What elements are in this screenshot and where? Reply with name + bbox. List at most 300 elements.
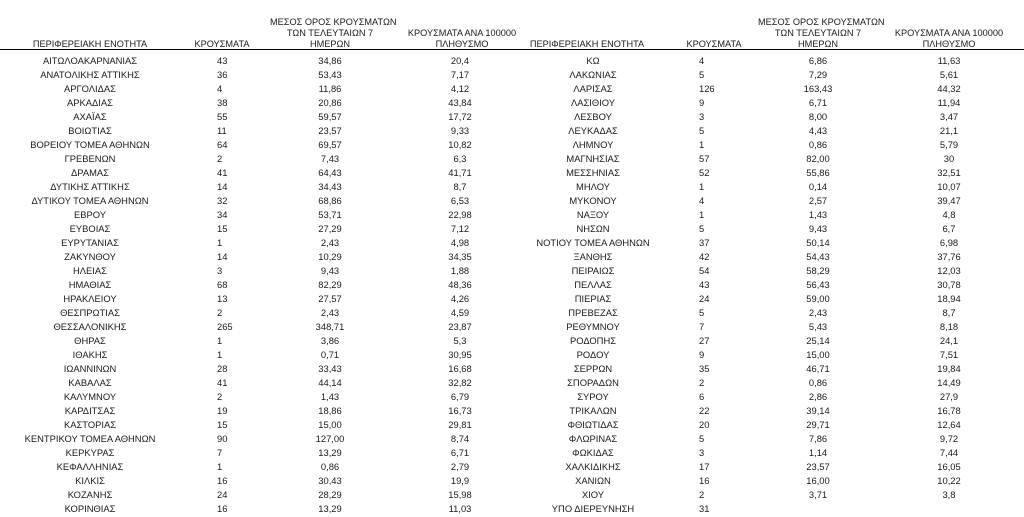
region-cell: ΚΕΝΤΡΙΚΟΥ ΤΟΜΕΑ ΑΘΗΝΩΝ xyxy=(24,433,156,444)
region-cell: ΚΟΡΙΝΘΙΑΣ xyxy=(64,503,116,514)
cases-cell: 90 xyxy=(217,433,228,444)
cases-cell: 37 xyxy=(699,237,710,248)
per100k-cell: 43,84 xyxy=(448,97,472,108)
avg7-cell: 0,86 xyxy=(808,139,828,150)
cases-cell: 14 xyxy=(217,181,228,192)
table-row xyxy=(512,348,1024,362)
rows-left xyxy=(0,54,512,516)
region-cell: ΛΕΣΒΟΥ xyxy=(574,111,612,122)
region-cell: ΦΛΩΡΙΝΑΣ xyxy=(568,433,618,444)
table-row xyxy=(512,460,1024,474)
per100k-cell: 23,87 xyxy=(448,321,472,332)
per100k-cell: 30 xyxy=(943,153,955,164)
avg7-cell: 34,86 xyxy=(318,55,342,66)
avg7-cell: 0,14 xyxy=(808,181,828,192)
avg7-cell: 7,86 xyxy=(808,433,828,444)
per100k-cell: 19,9 xyxy=(450,475,470,486)
region-cell: ΑΡΚΑΔΙΑΣ xyxy=(67,97,113,108)
avg7-cell: 0,86 xyxy=(808,377,828,388)
region-cell: ΥΠΟ ΔΙΕΡΕΥΝΗΣΗ xyxy=(551,503,635,514)
cases-cell: 2 xyxy=(217,153,223,164)
per100k-cell: 10,07 xyxy=(937,181,961,192)
avg7-cell: 3,86 xyxy=(320,335,340,346)
header-avg7-line3: ΗΜΕΡΩΝ xyxy=(309,39,351,49)
region-cell: ΚΑΛΥΜΝΟΥ xyxy=(63,391,117,402)
per100k-cell: 3,47 xyxy=(939,111,959,122)
per100k-cell: 6,7 xyxy=(942,223,956,234)
region-cell: ΕΥΡΥΤΑΝΙΑΣ xyxy=(61,237,119,248)
table-row xyxy=(0,376,512,390)
per100k-cell: 20,4 xyxy=(450,55,470,66)
avg7-cell: 13,29 xyxy=(318,503,342,514)
avg7-cell: 5,43 xyxy=(808,321,828,332)
avg7-cell: 2,86 xyxy=(808,391,828,402)
table-row xyxy=(512,278,1024,292)
table-row xyxy=(0,474,512,488)
per100k-cell: 7,44 xyxy=(939,447,959,458)
region-cell: ΚΙΛΚΙΣ xyxy=(75,475,105,486)
table-row xyxy=(512,82,1024,96)
avg7-cell: 127,00 xyxy=(315,433,345,444)
region-cell: ΜΕΣΣΗΝΙΑΣ xyxy=(566,167,620,178)
cases-cell: 1 xyxy=(217,349,223,360)
region-cell: ΠΕΙΡΑΙΩΣ xyxy=(571,265,615,276)
table-row xyxy=(512,362,1024,376)
table-row xyxy=(0,502,512,516)
cases-cell: 36 xyxy=(217,69,228,80)
region-cell: ΛΕΥΚΑΔΑΣ xyxy=(568,125,618,136)
per100k-cell: 6,53 xyxy=(450,195,470,206)
avg7-cell: 33,43 xyxy=(318,363,342,374)
avg7-cell: 23,57 xyxy=(318,125,342,136)
table-row xyxy=(0,152,512,166)
cases-cell: 5 xyxy=(699,307,705,318)
header-per100k-line1: ΚΡΟΥΣΜΑΤΑ ΑΝΑ 100000 xyxy=(894,28,1004,38)
cases-cell: 2 xyxy=(217,307,223,318)
region-cell: ΕΥΒΟΙΑΣ xyxy=(69,223,111,234)
avg7-cell: 39,14 xyxy=(806,405,830,416)
table-row xyxy=(0,138,512,152)
avg7-cell: 29,71 xyxy=(806,419,830,430)
cases-cell: 52 xyxy=(699,167,710,178)
avg7-cell: 82,29 xyxy=(318,279,342,290)
header-cases: ΚΡΟΥΣΜΑΤΑ xyxy=(194,39,250,49)
cases-cell: 126 xyxy=(699,83,715,94)
cases-cell: 15 xyxy=(217,419,228,430)
region-cell: ΒΟΙΩΤΙΑΣ xyxy=(68,125,112,136)
table-row xyxy=(0,124,512,138)
cases-cell: 5 xyxy=(699,433,705,444)
per100k-cell: 10,82 xyxy=(448,139,472,150)
per100k-cell: 6,3 xyxy=(453,153,467,164)
per100k-cell: 19,84 xyxy=(937,363,961,374)
cases-cell: 5 xyxy=(699,125,705,136)
table-row xyxy=(512,194,1024,208)
table-row xyxy=(512,404,1024,418)
avg7-cell: 163,43 xyxy=(803,83,833,94)
per100k-cell: 34,35 xyxy=(448,251,472,262)
region-cell: ΗΡΑΚΛΕΙΟΥ xyxy=(63,293,117,304)
per100k-cell: 11,94 xyxy=(937,97,961,108)
cases-cell: 41 xyxy=(217,377,228,388)
per100k-cell: 11,03 xyxy=(448,503,472,514)
table-row xyxy=(0,404,512,418)
region-cell: ΘΕΣΠΡΩΤΙΑΣ xyxy=(60,307,120,318)
table-row xyxy=(0,180,512,194)
avg7-cell: 16,00 xyxy=(806,475,830,486)
region-cell: ΚΟΖΑΝΗΣ xyxy=(67,489,113,500)
avg7-cell: 44,14 xyxy=(318,377,342,388)
per100k-cell: 10,22 xyxy=(937,475,961,486)
table-row xyxy=(0,208,512,222)
cases-cell: 28 xyxy=(217,363,228,374)
table-row xyxy=(512,166,1024,180)
region-cell: ΑΧΑΪΑΣ xyxy=(73,111,107,122)
avg7-cell: 15,00 xyxy=(806,349,830,360)
cases-cell: 9 xyxy=(699,349,705,360)
cases-cell: 1 xyxy=(699,139,705,150)
region-cell: ΔΥΤΙΚΗΣ ΑΤΤΙΚΗΣ xyxy=(50,181,130,192)
cases-cell: 38 xyxy=(217,97,228,108)
table-row xyxy=(512,418,1024,432)
header-avg7-line2: ΤΩΝ ΤΕΛΕΥΤΑΙΩΝ 7 xyxy=(774,28,862,38)
header-underline xyxy=(512,49,1024,50)
cases-cell: 1 xyxy=(699,209,705,220)
per100k-cell: 5,61 xyxy=(939,69,959,80)
table-row xyxy=(0,292,512,306)
table-row xyxy=(0,82,512,96)
table-row xyxy=(512,68,1024,82)
region-cell: ΘΗΡΑΣ xyxy=(74,335,106,346)
per100k-cell: 4,12 xyxy=(450,83,470,94)
cases-cell: 54 xyxy=(699,265,710,276)
per100k-cell: 39,47 xyxy=(937,195,961,206)
header-per100k xyxy=(884,28,1014,50)
region-cell: ΚΩ xyxy=(586,55,600,66)
table-row xyxy=(0,320,512,334)
region-cell: ΞΑΝΘΗΣ xyxy=(573,251,613,262)
table-row xyxy=(512,222,1024,236)
cases-cell: 34 xyxy=(217,209,228,220)
region-cell: ΣΠΟΡΑΔΩΝ xyxy=(567,377,619,388)
cases-cell: 2 xyxy=(217,391,223,402)
region-cell: ΦΩΚΙΔΑΣ xyxy=(572,447,614,458)
table-row xyxy=(512,376,1024,390)
cases-cell: 7 xyxy=(699,321,705,332)
region-cell: ΝΟΤΙΟΥ ΤΟΜΕΑ ΑΘΗΝΩΝ xyxy=(536,237,650,248)
region-cell: ΚΑΣΤΟΡΙΑΣ xyxy=(63,419,117,430)
per100k-cell: 29,81 xyxy=(448,419,472,430)
per100k-cell: 14,49 xyxy=(937,377,961,388)
region-cell: ΚΕΦΑΛΛΗΝΙΑΣ xyxy=(56,461,124,472)
per100k-cell: 6,98 xyxy=(939,237,959,248)
cases-cell: 43 xyxy=(217,55,228,66)
avg7-cell: 50,14 xyxy=(806,237,830,248)
per100k-cell: 27,9 xyxy=(939,391,959,402)
per100k-cell: 12,03 xyxy=(937,265,961,276)
cases-cell: 24 xyxy=(699,293,710,304)
region-cell: ΘΕΣΣΑΛΟΝΙΚΗΣ xyxy=(53,321,127,332)
cases-cell: 55 xyxy=(217,111,228,122)
region-cell: ΦΘΙΩΤΙΔΑΣ xyxy=(567,419,619,430)
header-underline xyxy=(0,49,512,50)
region-cell: ΝΑΞΟΥ xyxy=(576,209,610,220)
cases-cell: 14 xyxy=(217,251,228,262)
cases-cell: 2 xyxy=(699,489,705,500)
header-avg7 xyxy=(270,17,397,50)
region-cell: ΚΕΡΚΥΡΑΣ xyxy=(65,447,115,458)
cases-cell: 6 xyxy=(699,391,705,402)
region-cell: ΣΕΡΡΩΝ xyxy=(573,363,613,374)
table-row xyxy=(512,54,1024,68)
cases-cell: 42 xyxy=(699,251,710,262)
table-row xyxy=(0,236,512,250)
table-row xyxy=(512,236,1024,250)
table-row xyxy=(0,194,512,208)
avg7-cell: 27,29 xyxy=(318,223,342,234)
region-cell: ΚΑΒΑΛΑΣ xyxy=(68,377,112,388)
region-cell: ΗΜΑΘΙΑΣ xyxy=(68,279,112,290)
cases-cell: 20 xyxy=(699,419,710,430)
table-row xyxy=(0,306,512,320)
region-cell: ΕΒΡΟΥ xyxy=(73,209,106,220)
per100k-cell: 48,36 xyxy=(448,279,472,290)
avg7-cell: 69,57 xyxy=(318,139,342,150)
region-cell: ΚΑΡΔΙΤΣΑΣ xyxy=(64,405,116,416)
avg7-cell: 3,71 xyxy=(808,489,828,500)
table-row xyxy=(512,208,1024,222)
table-row xyxy=(512,488,1024,502)
per100k-cell: 3,8 xyxy=(942,489,956,500)
per100k-cell: 17,72 xyxy=(448,111,472,122)
header-avg7-line1: ΜΕΣΟΣ ΟΡΟΣ ΚΡΟΥΣΜΑΤΩΝ xyxy=(758,17,885,27)
per100k-cell: 1,88 xyxy=(450,265,470,276)
avg7-cell: 68,86 xyxy=(318,195,342,206)
per100k-cell: 11,63 xyxy=(937,55,961,66)
per100k-cell: 9,33 xyxy=(450,125,470,136)
table-row xyxy=(512,474,1024,488)
region-cell: ΤΡΙΚΑΛΩΝ xyxy=(569,405,617,416)
cases-cell: 31 xyxy=(699,503,710,514)
per100k-cell: 41,71 xyxy=(448,167,472,178)
per100k-cell: 5,3 xyxy=(453,335,467,346)
table-row xyxy=(512,96,1024,110)
per100k-cell: 7,12 xyxy=(450,223,470,234)
region-cell: ΧΑΝΙΩΝ xyxy=(575,475,611,486)
table-row xyxy=(0,390,512,404)
per100k-cell: 8,7 xyxy=(942,307,956,318)
cases-cell: 19 xyxy=(217,405,228,416)
table-row xyxy=(0,362,512,376)
table-row xyxy=(0,54,512,68)
avg7-cell: 13,29 xyxy=(318,447,342,458)
region-cell: ΜΗΛΟΥ xyxy=(576,181,610,192)
table-row xyxy=(512,390,1024,404)
avg7-cell: 56,43 xyxy=(806,279,830,290)
region-cell: ΓΡΕΒΕΝΩΝ xyxy=(64,153,116,164)
per100k-cell: 22,98 xyxy=(448,209,472,220)
cases-cell: 3 xyxy=(699,447,705,458)
region-cell: ΔΥΤΙΚΟΥ ΤΟΜΕΑ ΑΘΗΝΩΝ xyxy=(31,195,149,206)
cases-cell: 7 xyxy=(217,447,223,458)
avg7-cell: 9,43 xyxy=(808,223,828,234)
region-cell: ΛΑΚΩΝΙΑΣ xyxy=(569,69,617,80)
avg7-cell: 1,43 xyxy=(808,209,828,220)
avg7-cell: 9,43 xyxy=(320,265,340,276)
region-cell: ΠΙΕΡΙΑΣ xyxy=(574,293,612,304)
region-cell: ΑΝΑΤΟΛΙΚΗΣ ΑΤΤΙΚΗΣ xyxy=(40,69,140,80)
region-cell: ΣΥΡΟΥ xyxy=(577,391,609,402)
table-row xyxy=(512,334,1024,348)
header-avg7 xyxy=(758,17,885,50)
table-row xyxy=(0,446,512,460)
per100k-cell: 16,68 xyxy=(448,363,472,374)
table-row xyxy=(512,264,1024,278)
per100k-cell: 32,82 xyxy=(448,377,472,388)
avg7-cell: 348,71 xyxy=(315,321,345,332)
region-cell: ΠΡΕΒΕΖΑΣ xyxy=(568,307,618,318)
table-row xyxy=(512,110,1024,124)
cases-cell: 3 xyxy=(217,265,223,276)
region-cell: ΗΛΕΙΑΣ xyxy=(73,265,107,276)
header-per100k xyxy=(402,28,522,50)
cases-cell: 15 xyxy=(217,223,228,234)
per100k-cell: 8,18 xyxy=(939,321,959,332)
avg7-cell: 82,00 xyxy=(806,153,830,164)
avg7-cell: 1,14 xyxy=(808,447,828,458)
region-cell: ΡΟΔΟΠΗΣ xyxy=(569,335,617,346)
per100k-cell: 30,78 xyxy=(937,279,961,290)
cases-cell: 64 xyxy=(217,139,228,150)
table-row xyxy=(512,124,1024,138)
avg7-cell: 6,71 xyxy=(808,97,828,108)
avg7-cell: 2,43 xyxy=(320,237,340,248)
cases-table-left xyxy=(0,6,517,516)
table-row xyxy=(512,320,1024,334)
table-row xyxy=(0,250,512,264)
per100k-cell: 44,32 xyxy=(937,83,961,94)
avg7-cell: 28,29 xyxy=(318,489,342,500)
per100k-cell: 16,05 xyxy=(937,461,961,472)
per100k-cell: 8,74 xyxy=(450,433,470,444)
avg7-cell: 11,86 xyxy=(318,83,342,94)
region-cell: ΛΑΡΙΣΑΣ xyxy=(573,83,613,94)
region-cell: ΙΩΑΝΝΙΝΩΝ xyxy=(63,363,117,374)
avg7-cell: 1,43 xyxy=(320,391,340,402)
table-row xyxy=(0,432,512,446)
table-row xyxy=(512,306,1024,320)
cases-cell: 1 xyxy=(217,335,223,346)
per100k-cell: 24,1 xyxy=(939,335,959,346)
cases-cell: 4 xyxy=(699,195,705,206)
table-row xyxy=(512,180,1024,194)
cases-cell: 9 xyxy=(699,97,705,108)
header-per100k-line2: ΠΛΗΘΥΣΜΟ xyxy=(435,39,489,49)
cases-cell: 1 xyxy=(217,461,223,472)
cases-cell: 2 xyxy=(699,377,705,388)
avg7-cell: 46,71 xyxy=(806,363,830,374)
rows-right xyxy=(512,54,1024,516)
per100k-cell: 4,98 xyxy=(450,237,470,248)
cases-cell: 22 xyxy=(699,405,710,416)
table-row xyxy=(0,488,512,502)
per100k-cell: 2,79 xyxy=(450,461,470,472)
cases-cell: 16 xyxy=(699,475,710,486)
cases-cell: 5 xyxy=(699,69,705,80)
avg7-cell: 53,43 xyxy=(318,69,342,80)
avg7-cell: 8,00 xyxy=(808,111,828,122)
header-per100k-line2: ΠΛΗΘΥΣΜΟ xyxy=(922,39,976,49)
region-cell: ΡΟΔΟΥ xyxy=(576,349,610,360)
table-row xyxy=(512,138,1024,152)
table-row xyxy=(0,348,512,362)
cases-cell: 16 xyxy=(217,475,228,486)
cases-cell: 16 xyxy=(217,503,228,514)
avg7-cell: 4,43 xyxy=(808,125,828,136)
avg7-cell: 2,43 xyxy=(808,307,828,318)
per100k-cell: 30,95 xyxy=(448,349,472,360)
avg7-cell: 7,29 xyxy=(808,69,828,80)
avg7-cell: 54,43 xyxy=(806,251,830,262)
avg7-cell: 6,86 xyxy=(808,55,828,66)
avg7-cell: 2,57 xyxy=(808,195,828,206)
cases-cell: 4 xyxy=(699,55,705,66)
cases-cell: 41 xyxy=(217,167,228,178)
cases-cell: 24 xyxy=(217,489,228,500)
table-row xyxy=(0,418,512,432)
cases-cell: 13 xyxy=(217,293,228,304)
avg7-cell: 10,29 xyxy=(318,251,342,262)
table-row xyxy=(0,110,512,124)
region-cell: ΡΕΘΥΜΝΟΥ xyxy=(566,321,620,332)
avg7-cell: 2,43 xyxy=(320,307,340,318)
table-row xyxy=(0,460,512,474)
avg7-cell: 34,43 xyxy=(318,181,342,192)
table-row xyxy=(0,264,512,278)
per100k-cell: 7,51 xyxy=(939,349,959,360)
per100k-cell: 15,98 xyxy=(448,489,472,500)
avg7-cell: 53,71 xyxy=(318,209,342,220)
cases-cell: 17 xyxy=(699,461,710,472)
region-cell: ΜΑΓΝΗΣΙΑΣ xyxy=(566,153,620,164)
header-avg7-line3: ΗΜΕΡΩΝ xyxy=(797,39,839,49)
table-row xyxy=(0,96,512,110)
header-avg7-line2: ΤΩΝ ΤΕΛΕΥΤΑΙΩΝ 7 xyxy=(286,28,374,38)
per100k-cell: 18,94 xyxy=(937,293,961,304)
avg7-cell: 58,29 xyxy=(806,265,830,276)
cases-cell: 1 xyxy=(217,237,223,248)
per100k-cell: 16,73 xyxy=(448,405,472,416)
region-cell: ΒΟΡΕΙΟΥ ΤΟΜΕΑ ΑΘΗΝΩΝ xyxy=(30,139,150,150)
per100k-cell: 8,7 xyxy=(453,181,467,192)
avg7-cell: 18,86 xyxy=(318,405,342,416)
region-cell: ΧΑΛΚΙΔΙΚΗΣ xyxy=(565,461,621,472)
cases-cell: 27 xyxy=(699,335,710,346)
cases-cell: 3 xyxy=(699,111,705,122)
table-row xyxy=(512,292,1024,306)
cases-cell: 68 xyxy=(217,279,228,290)
region-cell: ΛΑΣΙΘΙΟΥ xyxy=(570,97,616,108)
region-cell: ΠΕΛΛΑΣ xyxy=(574,279,612,290)
avg7-cell: 15,00 xyxy=(318,419,342,430)
table-row xyxy=(512,446,1024,460)
region-cell: ΙΘΑΚΗΣ xyxy=(72,349,108,360)
cases-cell: 35 xyxy=(699,363,710,374)
cases-cell: 32 xyxy=(217,195,228,206)
header-region: ΠΕΡΙΦΕΡΕΙΑΚΗ ΕΝΟΤΗΤΑ xyxy=(32,39,148,49)
region-cell: ΛΗΜΝΟΥ xyxy=(572,139,614,150)
table-row xyxy=(0,222,512,236)
